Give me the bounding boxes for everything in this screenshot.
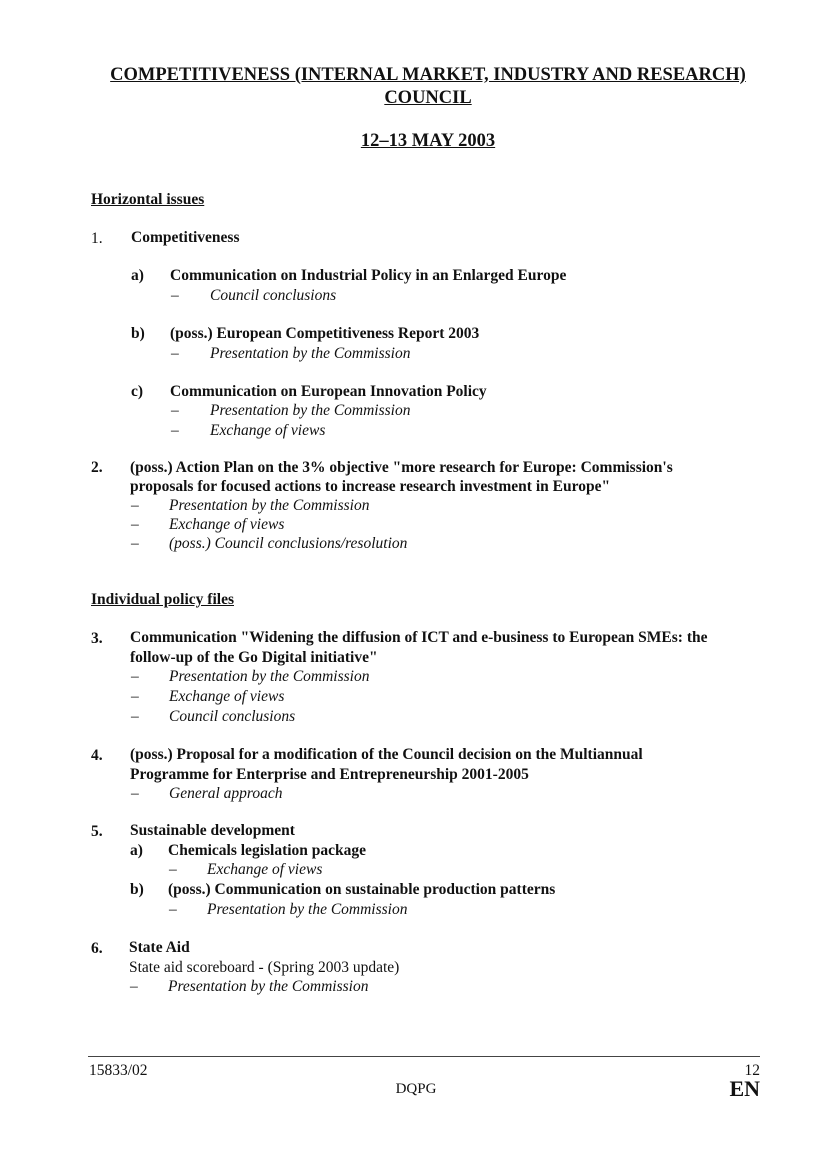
item-action: Presentation by the Commission bbox=[169, 497, 370, 514]
section-heading-horizontal: Horizontal issues bbox=[91, 191, 205, 208]
footer-divider bbox=[88, 1056, 760, 1057]
sub-item-title: Communication on Industrial Policy in an Enlarged Europe bbox=[170, 267, 567, 284]
bullet-dash: – bbox=[171, 422, 179, 439]
meeting-date: 12–13 MAY 2003 bbox=[360, 131, 496, 151]
item-action: (poss.) Council conclusions/resolution bbox=[169, 535, 408, 552]
section-heading-individual: Individual policy files bbox=[91, 591, 234, 608]
sub-item-letter: a) bbox=[131, 267, 144, 284]
bullet-dash: – bbox=[131, 535, 139, 552]
title-line-1: COMPETITIVENESS (INTERNAL MARKET, INDUSTRY AND RESEARCH) bbox=[110, 65, 746, 85]
sub-item-letter: a) bbox=[130, 842, 143, 859]
item-action: Exchange of views bbox=[169, 516, 285, 533]
bullet-dash: – bbox=[131, 785, 139, 802]
sub-item-title: (poss.) Communication on sustainable production patterns bbox=[168, 881, 556, 898]
sub-item-action: Exchange of views bbox=[207, 861, 323, 878]
title-line-2: COUNCIL bbox=[384, 88, 472, 108]
bullet-dash: – bbox=[131, 497, 139, 514]
bullet-dash: – bbox=[131, 668, 139, 685]
sub-item-action: Council conclusions bbox=[210, 287, 337, 304]
bullet-dash: – bbox=[131, 516, 139, 533]
item-number: 2. bbox=[91, 459, 103, 476]
item-action: Exchange of views bbox=[169, 688, 285, 705]
sub-item-title: Communication on European Innovation Policy bbox=[170, 383, 487, 400]
item-number: 1. bbox=[91, 230, 103, 247]
item-title: Competitiveness bbox=[131, 229, 240, 246]
bullet-dash: – bbox=[130, 978, 138, 995]
item-title-line-2: follow-up of the Go Digital initiative" bbox=[130, 649, 378, 666]
sub-item-letter: c) bbox=[131, 383, 144, 400]
item-action: Presentation by the Commission bbox=[168, 978, 369, 995]
item-title-line-1: (poss.) Action Plan on the 3% objective "more research for Europe: Commission's bbox=[130, 459, 673, 476]
item-action: Presentation by the Commission bbox=[169, 668, 370, 685]
sub-item-action: Presentation by the Commission bbox=[210, 402, 411, 419]
bullet-dash: – bbox=[169, 901, 177, 918]
bullet-dash: – bbox=[171, 345, 179, 362]
item-number: 3. bbox=[91, 630, 103, 647]
bullet-dash: – bbox=[131, 688, 139, 705]
item-title-line-1: Communication "Widening the diffusion of ICT and e-business to European SMEs: the bbox=[130, 629, 708, 646]
item-action: Council conclusions bbox=[169, 708, 296, 725]
sub-item-letter: b) bbox=[130, 881, 144, 898]
item-title-line-1: (poss.) Proposal for a modification of the Council decision on the Multiannual bbox=[130, 746, 643, 763]
language-code: EN bbox=[729, 1076, 760, 1101]
department-code: DQPG bbox=[395, 1081, 437, 1097]
sub-item-title: (poss.) European Competitiveness Report 2003 bbox=[170, 325, 480, 342]
bullet-dash: – bbox=[131, 708, 139, 725]
sub-item-title: Chemicals legislation package bbox=[168, 842, 367, 859]
document-title bbox=[90, 64, 766, 110]
item-title-line-2: Programme for Enterprise and Entrepreneurship 2001-2005 bbox=[130, 766, 529, 783]
item-number: 5. bbox=[91, 823, 103, 840]
sub-item-action: Presentation by the Commission bbox=[210, 345, 411, 362]
bullet-dash: – bbox=[169, 861, 177, 878]
document-reference: 15833/02 bbox=[89, 1062, 148, 1079]
sub-item-action: Exchange of views bbox=[210, 422, 326, 439]
item-subtitle: State aid scoreboard - (Spring 2003 update) bbox=[129, 959, 400, 976]
bullet-dash: – bbox=[171, 402, 179, 419]
item-title: Sustainable development bbox=[130, 822, 295, 839]
bullet-dash: – bbox=[171, 287, 179, 304]
item-title-line-2: proposals for focused actions to increase research investment in Europe" bbox=[130, 478, 611, 495]
item-action: General approach bbox=[169, 785, 283, 802]
item-number: 4. bbox=[91, 747, 103, 764]
sub-item-letter: b) bbox=[131, 325, 145, 342]
sub-item-action: Presentation by the Commission bbox=[207, 901, 408, 918]
item-number: 6. bbox=[91, 940, 103, 957]
page-number: 12 bbox=[744, 1062, 760, 1079]
item-title: State Aid bbox=[129, 939, 190, 956]
